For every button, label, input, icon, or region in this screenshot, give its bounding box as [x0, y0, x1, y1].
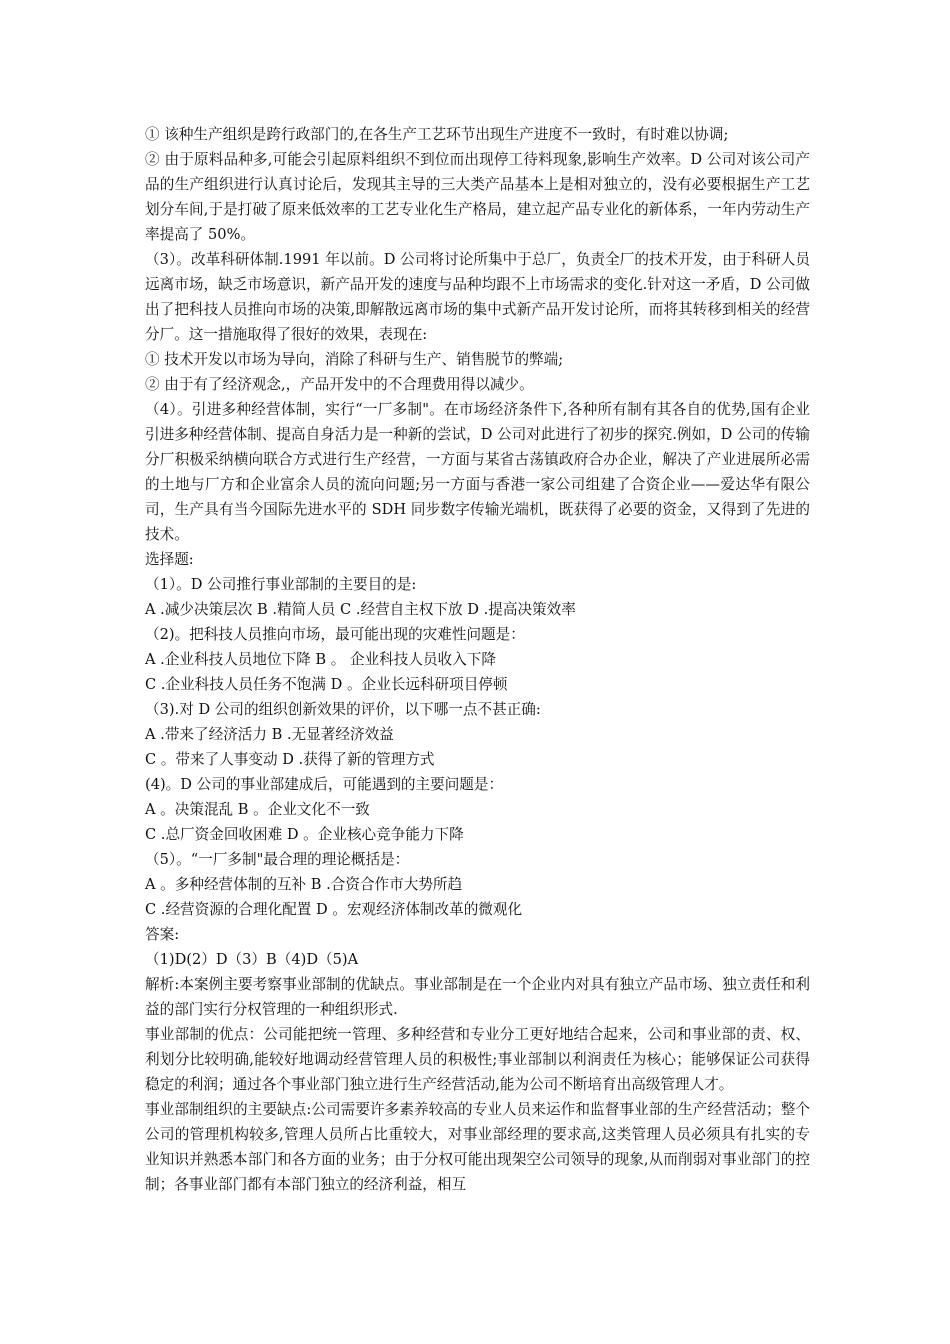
question-1-options: A .减少决策层次 B .精简人员 C .经营自主权下放 D .提高决策效率: [145, 601, 576, 618]
question-4-options-cd: C .总厂资金回收困难 D 。企业核心竞争能力下降: [145, 826, 464, 843]
question-2-stem: （2)。把科技人员推向市场，最可能出现的灾难性问题是：: [145, 626, 525, 643]
question-3-options-ab: A .带来了经济活力 B .无显著经济效益: [145, 726, 394, 743]
question-2-options-ab: A .企业科技人员地位下降 B 。 企业科技人员收入下降: [145, 651, 496, 668]
question-2-options-cd: C .企业科技人员任务不饱满 D 。企业长远科研项目停顿: [145, 676, 508, 693]
question-5-options-ab: A 。多种经营体制的互补 B .合资合作市大势所趋: [145, 876, 463, 893]
question-4-stem: (4)。D 公司的事业部建成后，可能遇到的主要问题是：: [145, 776, 504, 793]
question-5-options-cd: C .经营资源的合理化配置 D 。宏观经济体制改革的微观化: [145, 901, 523, 918]
choice-heading: 选择题:: [145, 551, 194, 568]
question-1-stem: （1）。D 公司推行事业部制的主要目的是:: [145, 576, 417, 593]
question-3-options-cd: C 。带来了人事变动 D .获得了新的管理方式: [145, 751, 435, 768]
answer-heading: 答案:: [145, 926, 180, 943]
paragraph-1: ① 该种生产组织是跨行政部门的,在各生产工艺环节出现生产进度不一致时，有时难以协调;: [145, 126, 729, 143]
question-5-stem: （5）。“一厂多制"最合理的理论概括是：: [145, 851, 410, 868]
question-4-options-ab: A 。决策混乱 B 。企业文化不一致: [145, 801, 370, 818]
answer-line: （1)D(2）D（3）B（4)D（5)A: [145, 951, 359, 968]
analysis-paragraph-1: 解析:本案例主要考察事业部制的优缺点。事业部制是在一个企业内对具有独立产品市场、独立责任和利益的部门实行分权管理的一种组织形式.: [145, 976, 810, 1018]
paragraph-3: （3）。改革科研体制.1991 年以前。D 公司将讨论所集中于总厂，负责全厂的技术开发，由于科研人员远离市场，缺乏市场意识，新产品开发的速度与品种均跟不上市场需求的变化.针对这一矛盾，D 公司做出了把科技人员推向市场的决策,即解散远离市场的集中式新产品开发讨论所，而将其转移到相关的经营分厂。这一措施取得了很好的效果，表现在:: [145, 251, 810, 343]
paragraph-2: ② 由于原料品种多,可能会引起原料组织不到位而出现停工待料现象,影响生产效率。D 公司对该公司产品的生产组织进行认真讨论后，发现其主导的三大类产品基本上是相对独立的，没有必要根据生产工艺划分车间,于是打破了原来低效率的工艺专业化生产格局，建立起产品专业化的新体系，一年内劳动生产率提高了 50%。: [145, 151, 810, 243]
question-3-stem: （3).对 D 公司的组织创新效果的评价，以下哪一点不甚正确:: [145, 701, 541, 718]
document-body: [145, 122, 810, 1197]
analysis-paragraph-2: 事业部制的优点：公司能把统一管理、多种经营和专业分工更好地结合起来，公司和事业部的责、权、利划分比较明确,能较好地调动经营管理人员的积极性;事业部制以利润责任为核心；能够保证公司获得稳定的利润；通过各个事业部门独立进行生产经营活动,能为公司不断培育出高级管理人才。: [145, 1026, 810, 1093]
paragraph-4: ① 技术开发以市场为导向，消除了科研与生产、销售脱节的弊端;: [145, 351, 564, 368]
paragraph-6: （4）。引进多种经营体制，实行“一厂多制"。在市场经济条件下,各种所有制有其各自的优势,国有企业引进多种经营体制、提高自身活力是一种新的尝试，D 公司对此进行了初步的探究.例如，D 公司的传输分厂积极采纳横向联合方式进行生产经营，一方面与某省古荡镇政府合办企业，解决了产业进展所必需的土地与厂方和企业富余人员的流向问题;另一方面与香港一家公司组建了合资企业——爱达华有限公司，生产具有当今国际先进水平的 SDH 同步数字传输光端机，既获得了必要的资金，又得到了先进的技术。: [145, 401, 810, 543]
analysis-paragraph-3: 事业部制组织的主要缺点:公司需要许多素养较高的专业人员来运作和监督事业部的生产经营活动；整个公司的管理机构较多,管理人员所占比重较大，对事业部经理的要求高,这类管理人员必须具有扎实的专业知识并熟悉本部门和各方面的业务；由于分权可能出现架空公司领导的现象,从而削弱对事业部门的控制；各事业部门都有本部门独立的经济利益，相互: [145, 1101, 810, 1193]
paragraph-5: ② 由于有了经济观念,，产品开发中的不合理费用得以减少。: [145, 376, 534, 393]
